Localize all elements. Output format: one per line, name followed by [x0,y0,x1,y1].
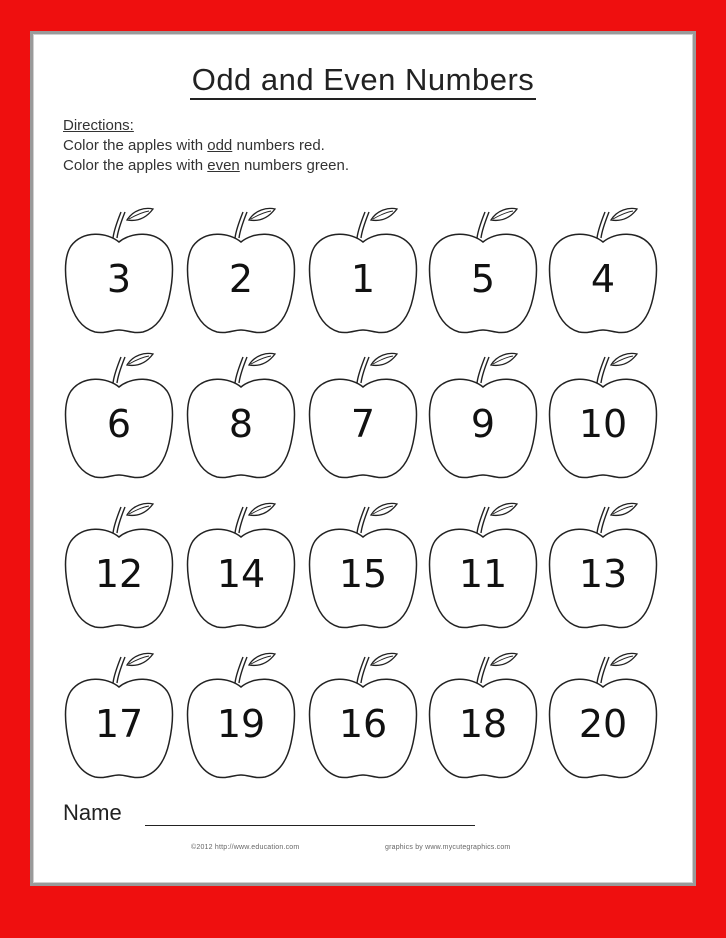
apple-number: 2 [228,257,254,301]
apple-stem [481,507,489,533]
apple-leaf [491,353,517,365]
apple-stem [481,212,489,238]
apple-stem [601,507,609,533]
apple-number: 13 [578,552,628,596]
apple-stem [117,657,125,683]
apple-stem [117,507,125,533]
apple-number: 12 [94,552,144,596]
apple-number: 3 [106,257,132,301]
apple-leaf [611,353,637,365]
apple-number: 11 [458,552,508,596]
apple-leaf-vein [613,656,633,664]
apple-leaf [371,653,397,665]
apple-leaf-vein [373,506,393,514]
apple-item[interactable] [183,347,299,485]
apple-leaf-vein [613,356,633,364]
apple-number: 16 [338,702,388,746]
apple-leaf-vein [251,356,271,364]
apple-leaf [127,353,153,365]
apple-stem [239,657,247,683]
apple-item[interactable] [305,202,421,340]
apple-item[interactable] [183,202,299,340]
worksheet [30,31,696,886]
apple-leaf [371,208,397,220]
apple-item[interactable] [425,202,541,340]
apple-leaf [127,653,153,665]
apple-leaf [127,208,153,220]
apple-item[interactable] [61,647,177,785]
apple-item[interactable] [545,647,661,785]
apple-leaf-vein [493,356,513,364]
apple-leaf [249,353,275,365]
apple-leaf [611,653,637,665]
apple-stem [117,357,125,383]
apple-item[interactable] [183,497,299,635]
apple-grid [33,34,693,883]
apple-leaf [611,208,637,220]
apple-leaf-vein [129,356,149,364]
apple-item[interactable] [545,497,661,635]
apple-leaf-vein [493,656,513,664]
apple-leaf [491,653,517,665]
apple-stem [601,657,609,683]
apple-leaf-vein [373,211,393,219]
apple-leaf [371,353,397,365]
apple-leaf-vein [613,211,633,219]
apple-item[interactable] [425,347,541,485]
credit-left: ©2012 http://www.education.com [191,844,300,851]
apple-leaf-vein [493,211,513,219]
apple-leaf [127,503,153,515]
apple-number: 6 [106,402,132,446]
apple-leaf-vein [129,211,149,219]
apple-item[interactable] [61,497,177,635]
apple-stem [601,357,609,383]
apple-number: 18 [458,702,508,746]
apple-stem [481,357,489,383]
apple-stem [361,507,369,533]
apple-stem [361,657,369,683]
apple-leaf-vein [129,656,149,664]
apple-stem [361,212,369,238]
apple-number: 10 [578,402,628,446]
credit-right: graphics by www.mycutegraphics.com [385,844,511,851]
apple-item[interactable] [61,202,177,340]
apple-item[interactable] [425,647,541,785]
directions-label: Directions: [63,117,134,134]
name-field-line[interactable] [145,825,475,826]
apple-leaf-vein [373,656,393,664]
apple-number: 17 [94,702,144,746]
apple-stem [601,212,609,238]
apple-leaf-vein [373,356,393,364]
apple-item[interactable] [305,647,421,785]
apple-leaf-vein [129,506,149,514]
apple-stem [481,657,489,683]
name-label: Name [63,800,122,825]
apple-leaf [611,503,637,515]
apple-number: 19 [216,702,266,746]
apple-item[interactable] [545,202,661,340]
apple-leaf-vein [493,506,513,514]
apple-number: 20 [578,702,628,746]
apple-number: 4 [590,257,616,301]
apple-number: 7 [350,402,376,446]
apple-item[interactable] [305,497,421,635]
apple-stem [239,507,247,533]
apple-number: 9 [470,402,496,446]
apple-stem [361,357,369,383]
apple-leaf [249,208,275,220]
apple-item[interactable] [183,647,299,785]
apple-stem [239,212,247,238]
apple-leaf-vein [251,211,271,219]
apple-number: 15 [338,552,388,596]
apple-leaf-vein [613,506,633,514]
apple-number: 5 [470,257,496,301]
apple-leaf [249,503,275,515]
apple-number: 8 [228,402,254,446]
apple-stem [239,357,247,383]
apple-leaf-vein [251,506,271,514]
apple-number: 14 [216,552,266,596]
apple-item[interactable] [425,497,541,635]
apple-leaf [371,503,397,515]
apple-stem [117,212,125,238]
apple-leaf [249,653,275,665]
worksheet-title: Odd and Even Numbers [33,62,693,98]
apple-leaf [491,503,517,515]
direction-line-even: Color the apples with even numbers green. [63,157,350,174]
apple-leaf [491,208,517,220]
apple-number: 1 [350,257,376,301]
apple-item[interactable] [545,347,661,485]
apple-item[interactable] [305,347,421,485]
apple-leaf-vein [251,656,271,664]
apple-item[interactable] [61,347,177,485]
direction-line-odd: Color the apples with odd numbers red. [63,137,325,154]
